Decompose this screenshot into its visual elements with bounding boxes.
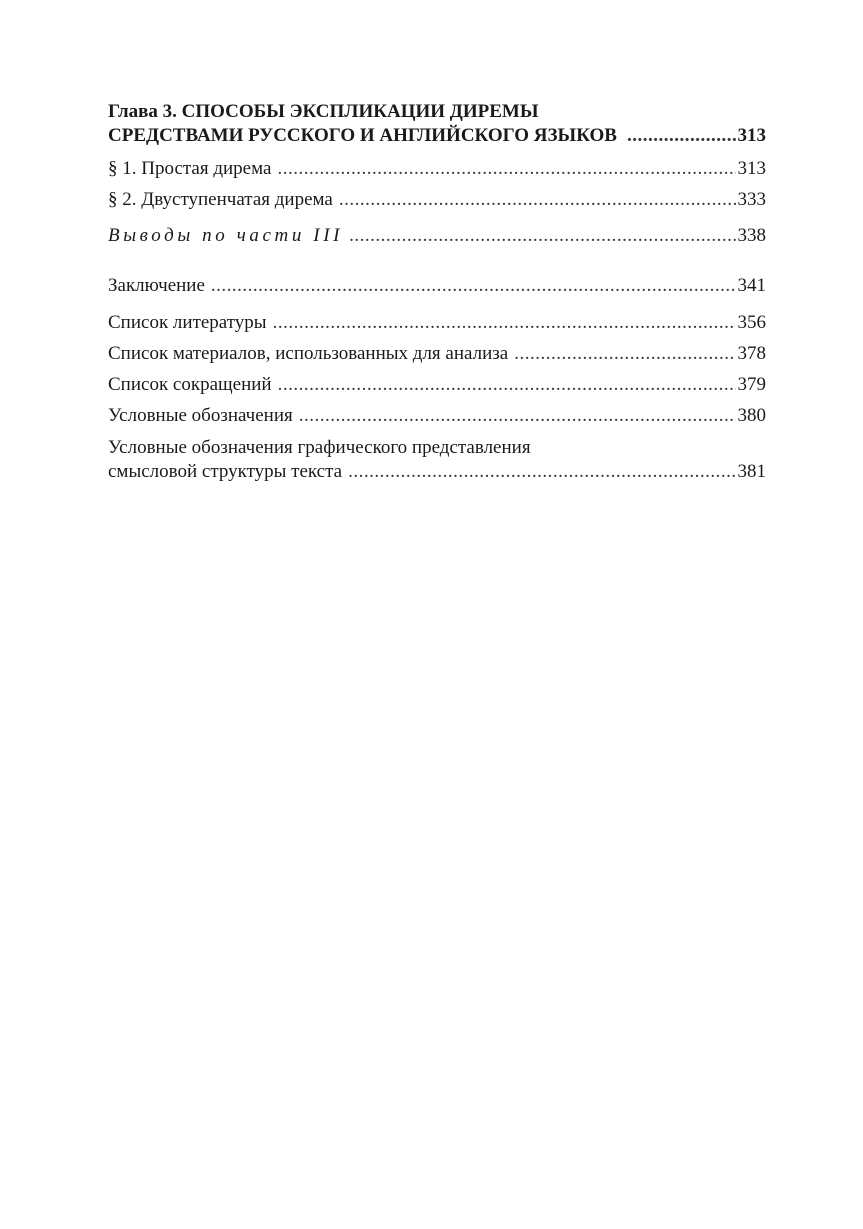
chapter-title-line-2: СРЕДСТВАМИ РУССКОГО И АНГЛИЙСКОГО ЯЗЫКОВ	[108, 125, 617, 146]
page-number: 381	[737, 461, 766, 482]
toc-entry-section-1[interactable]	[108, 157, 766, 181]
section-title: Заключение	[108, 275, 205, 296]
page-number: 356	[737, 312, 766, 333]
toc-entry-conclusions-part-3[interactable]	[108, 224, 766, 248]
page-number: 313	[737, 125, 766, 146]
section-title-line-2: смысловой структуры текста	[108, 461, 343, 482]
toc-entry-abbreviations[interactable]	[108, 373, 766, 397]
toc-entry-graph-notation[interactable]	[108, 436, 766, 484]
toc-entry-notation[interactable]	[108, 404, 766, 428]
toc-entry-conclusion[interactable]	[108, 274, 766, 298]
dot-leader	[627, 124, 736, 148]
toc-entry-materials[interactable]	[108, 342, 766, 366]
toc-entry-chapter-3[interactable]	[108, 100, 766, 148]
page-number: 313	[737, 158, 766, 179]
chapter-title-line-1: Глава 3. СПОСОБЫ ЭКСПЛИКАЦИИ ДИРЕМЫ	[108, 101, 539, 122]
section-title: § 1. Простая дирема	[108, 158, 272, 179]
dot-leader	[339, 188, 736, 212]
section-title: Список литературы	[108, 312, 267, 333]
dot-leader	[514, 342, 735, 366]
toc-entry-bibliography[interactable]	[108, 311, 766, 335]
section-title: Условные обозначения	[108, 405, 293, 426]
page-number: 379	[737, 374, 766, 395]
dot-leader	[277, 157, 735, 181]
section-title: Выводы по части III	[108, 225, 344, 246]
page-number: 380	[737, 405, 766, 426]
section-title: § 2. Двуступенчатая дирема	[108, 189, 333, 210]
toc-entry-section-2[interactable]	[108, 188, 766, 212]
page-number: 378	[737, 343, 766, 364]
table-of-contents	[108, 100, 766, 484]
section-title-line-1: Условные обозначения графического представления	[108, 437, 531, 458]
dot-leader	[299, 404, 736, 428]
page-number: 333	[737, 189, 766, 210]
section-title: Список материалов, использованных для анализа	[108, 343, 509, 364]
page-number: 341	[737, 275, 766, 296]
page-number: 338	[737, 225, 766, 246]
dot-leader	[278, 373, 736, 397]
dot-leader	[211, 274, 736, 298]
dot-leader	[348, 460, 735, 484]
dot-leader	[273, 311, 736, 335]
dot-leader	[349, 224, 735, 248]
section-title: Список сокращений	[108, 374, 272, 395]
